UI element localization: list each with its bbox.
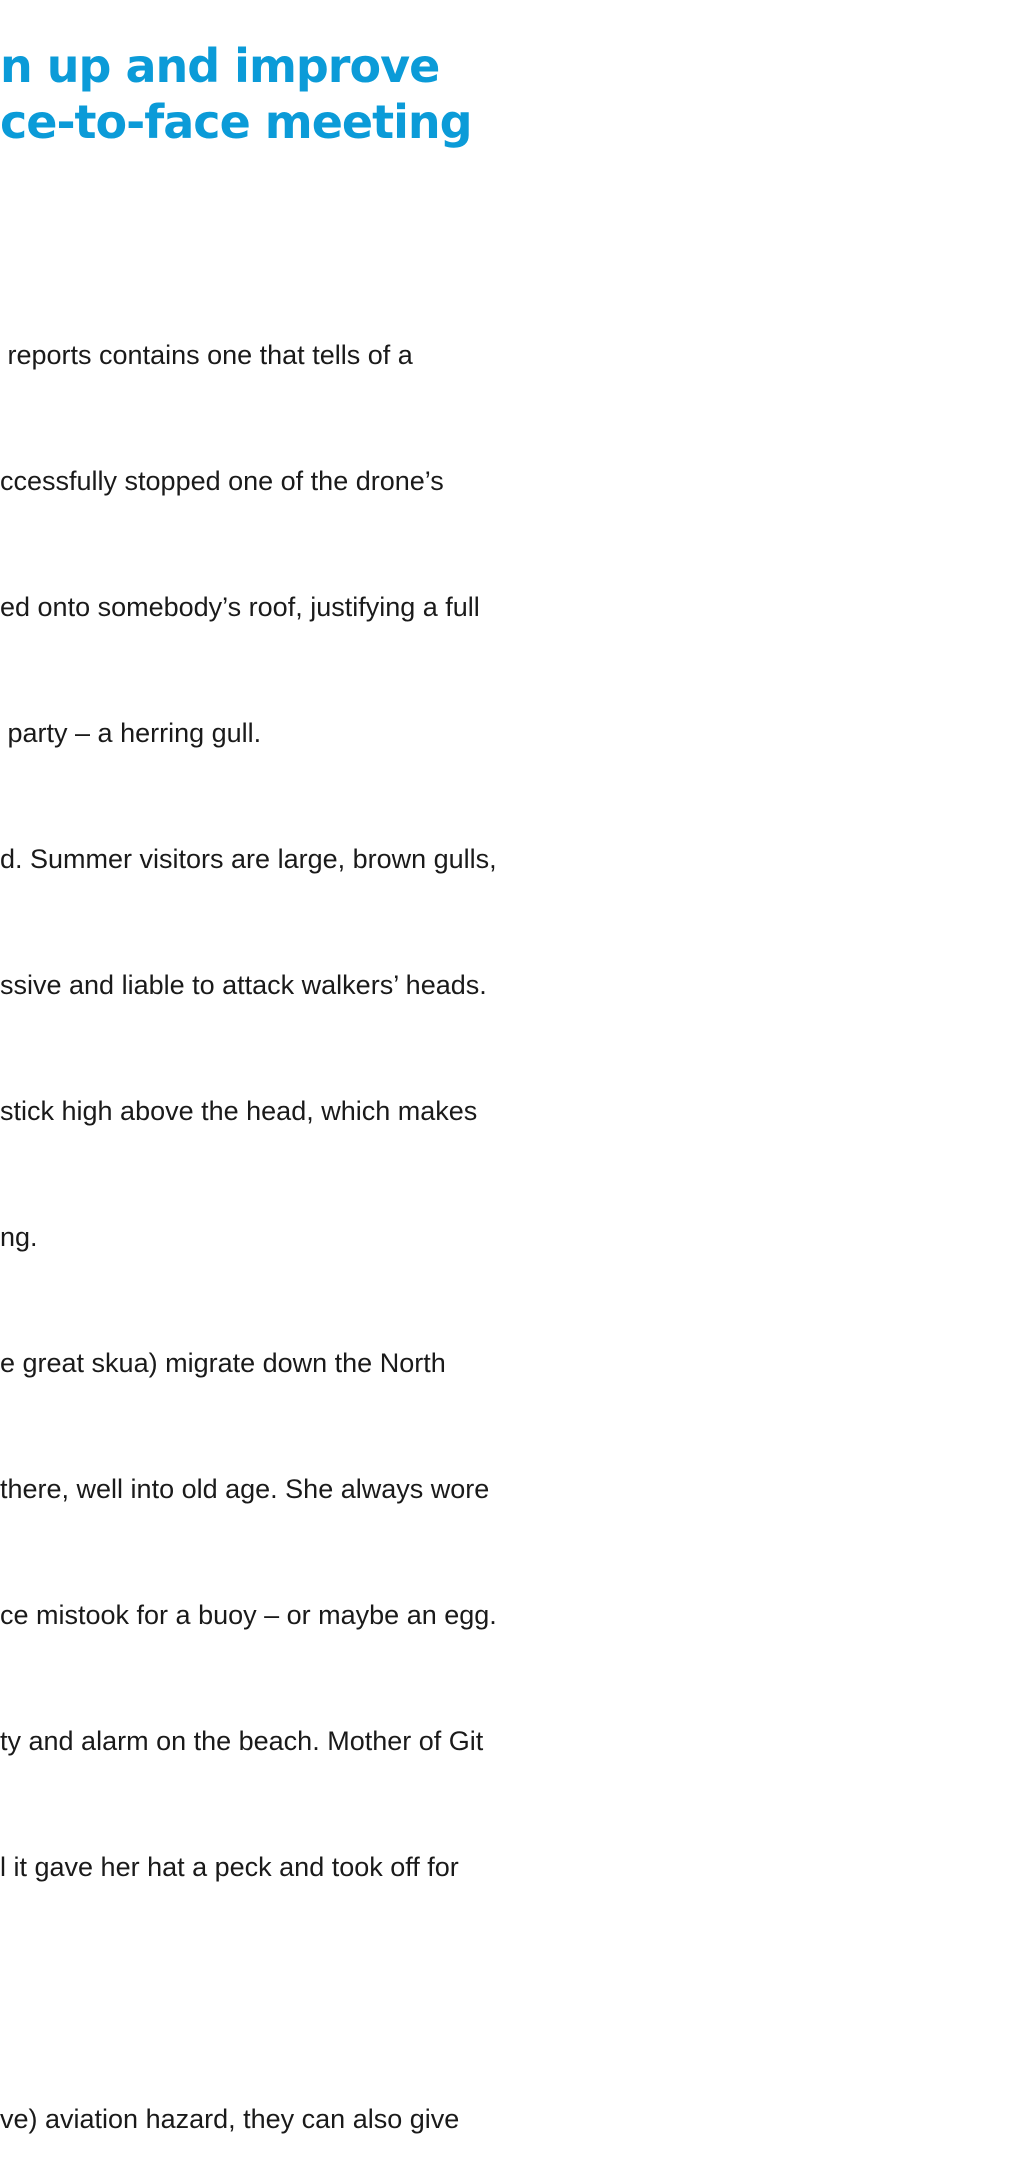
body-line: ssive and liable to attack walkers’ heads. (0, 970, 487, 1000)
body-line: reports contains one that tells of a (0, 340, 413, 370)
body-line: party – a herring gull. (0, 718, 262, 748)
body-line: stick high above the head, which makes (0, 1096, 478, 1126)
headline-line: ce-to-face meeting (0, 95, 472, 149)
body-line: e great skua) migrate down the North (0, 1348, 446, 1378)
body-line: ed onto somebody’s roof, justifying a full (0, 592, 480, 622)
article-headline (0, 0, 472, 150)
body-line (0, 1972, 497, 2014)
body-line: ng. (0, 1222, 38, 1252)
body-line: l it gave her hat a peck and took off for (0, 1852, 459, 1882)
body-line: there, well into old age. She always wore (0, 1474, 490, 1504)
body-line: ce mistook for a buoy – or maybe an egg. (0, 1600, 497, 1630)
body-line: ccessfully stopped one of the drone’s (0, 466, 444, 496)
headline-line: n up and improve (0, 39, 440, 93)
body-line: d. Summer visitors are large, brown gulls, (0, 844, 497, 874)
body-line: ty and alarm on the beach. Mother of Git (0, 1726, 484, 1756)
headline-line (0, 0, 472, 38)
body-line: ve) aviation hazard, they can also give (0, 2104, 460, 2134)
article-body (0, 250, 497, 2182)
